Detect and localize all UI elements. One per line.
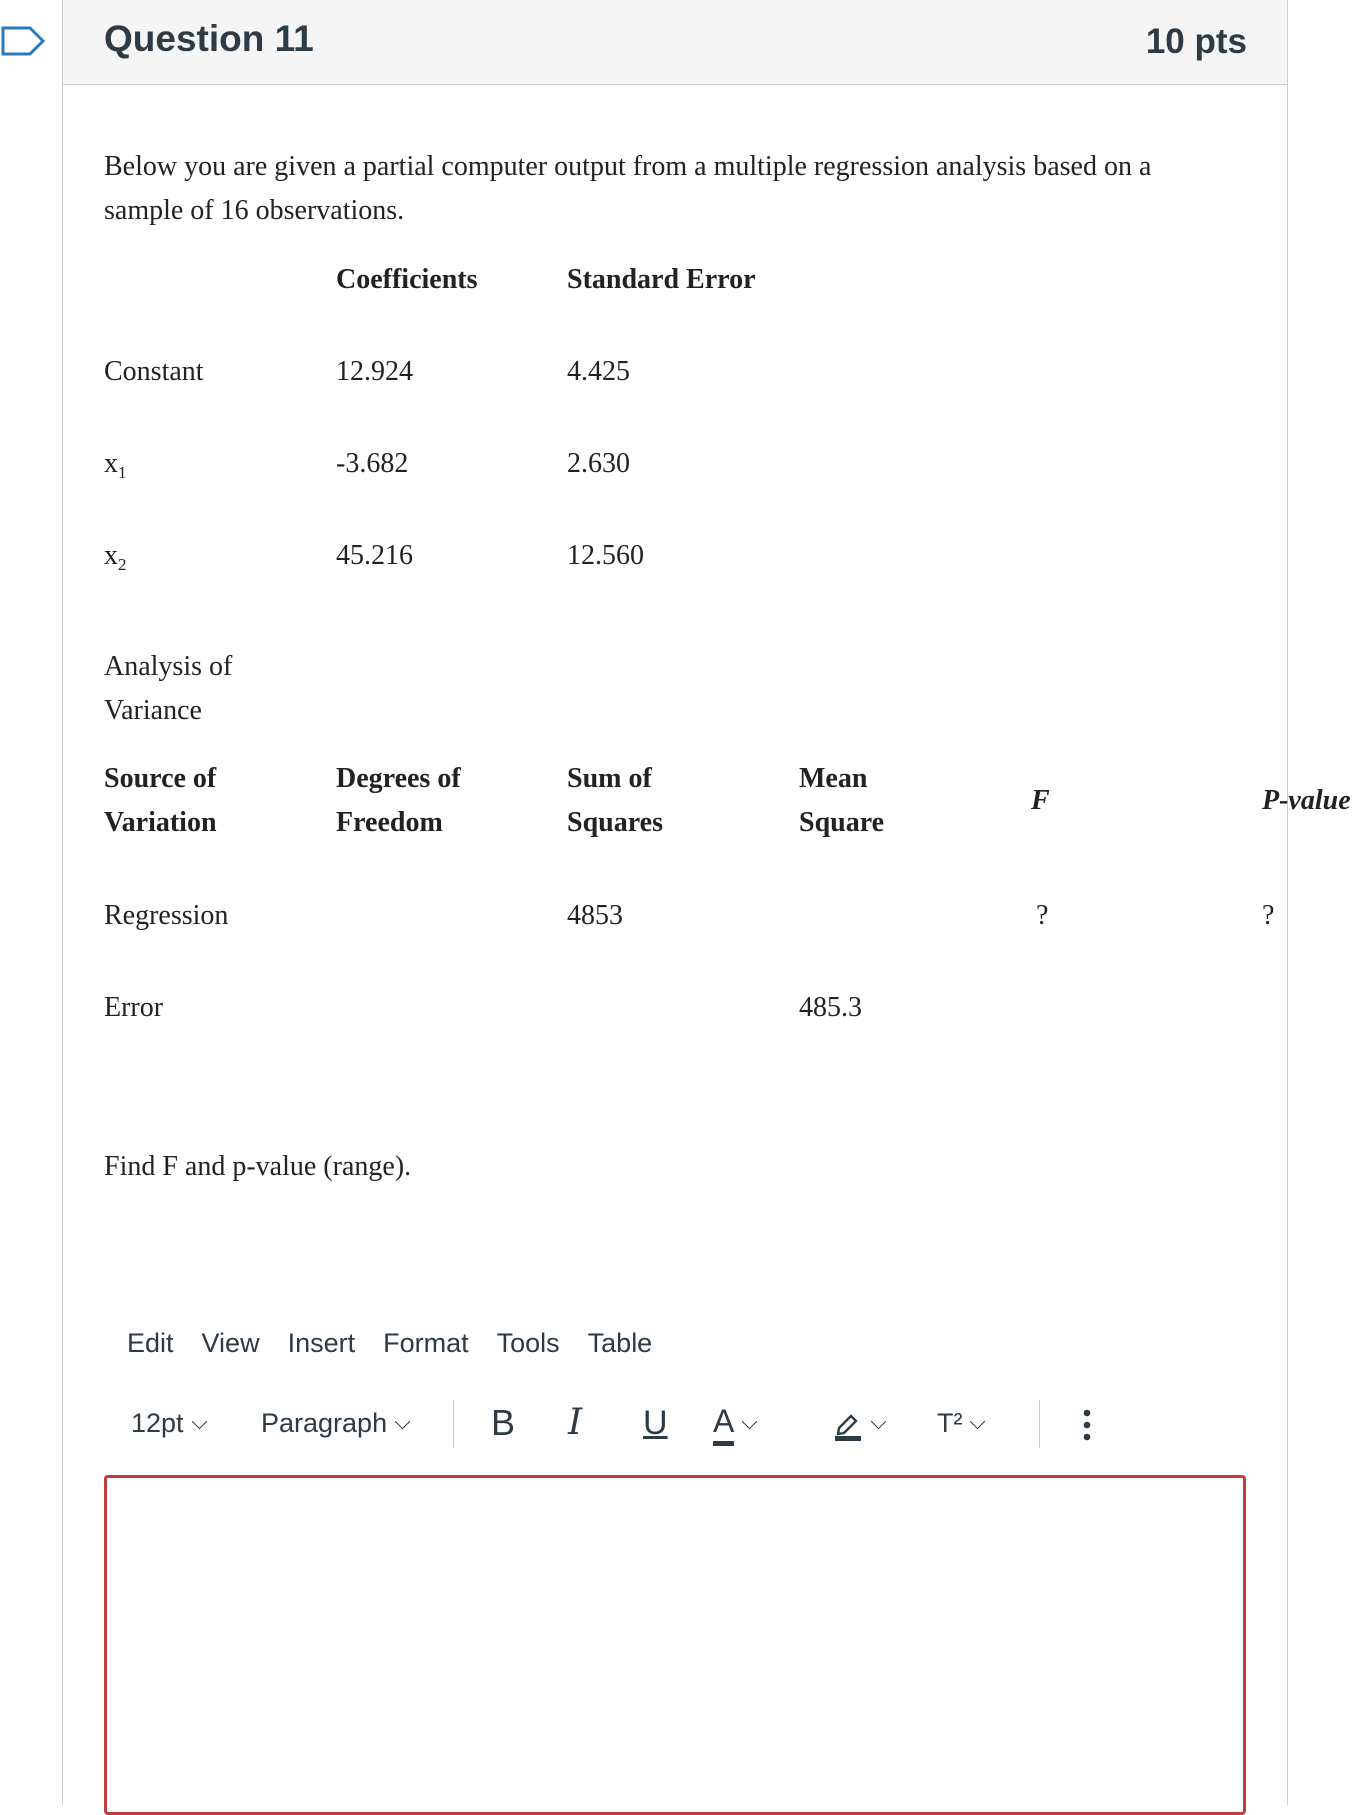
standard-error-header: Standard Error [567, 264, 756, 295]
bold-button[interactable]: B [491, 1402, 516, 1443]
anova-ms-header-1: Mean [799, 763, 868, 794]
text-color-button[interactable]: A [713, 1398, 755, 1448]
menu-format[interactable]: Format [383, 1328, 469, 1358]
chevron-down-icon [970, 1414, 986, 1430]
anova-title-line1: Analysis of [104, 651, 233, 682]
menu-edit[interactable]: Edit [127, 1328, 174, 1358]
anova-regression-ss: 4853 [567, 900, 623, 931]
highlighter-icon [833, 1408, 863, 1442]
row-label-constant: Constant [104, 356, 204, 387]
toolbar-divider [453, 1400, 454, 1448]
coef-x1: -3.682 [336, 448, 409, 479]
row-label-x1: $x_1$ [104, 448, 127, 482]
anova-error-ms: 485.3 [799, 992, 862, 1023]
anova-regression-p: ? [1262, 900, 1275, 931]
more-options-button[interactable] [1083, 1398, 1091, 1448]
underline-button[interactable]: U [643, 1404, 668, 1442]
anova-source-header-1: Source of [104, 763, 217, 794]
row-label-x2: $x_2$ [104, 540, 127, 574]
chevron-down-icon [742, 1414, 758, 1430]
anova-title-line2: Variance [104, 695, 202, 726]
se-x2: 12.560 [567, 540, 644, 571]
question-prompt: Find F and p-value (range). [104, 1151, 412, 1182]
toolbar-divider [1039, 1400, 1040, 1448]
flag-question-icon[interactable] [0, 26, 46, 56]
more-vertical-icon [1083, 1408, 1091, 1442]
intro-text-line2: sample of 16 observations. [104, 195, 405, 226]
anova-ss-header-2: Squares [567, 807, 663, 838]
font-size-select[interactable]: 12pt [131, 1398, 205, 1448]
answer-editor[interactable] [104, 1475, 1246, 1815]
anova-f-header: F [1031, 785, 1050, 816]
anova-df-header-2: Freedom [336, 807, 443, 838]
anova-regression-f: ? [1036, 900, 1049, 931]
anova-source-header-2: Variation [104, 807, 217, 838]
block-format-select[interactable]: Paragraph [261, 1398, 408, 1448]
chevron-down-icon [191, 1414, 207, 1430]
chevron-down-icon [395, 1414, 411, 1430]
anova-error-label: Error [104, 992, 164, 1023]
anova-df-header-1: Degrees of [336, 763, 461, 794]
coef-constant: 12.924 [336, 356, 413, 387]
menu-table[interactable]: Table [587, 1328, 653, 1358]
menu-view[interactable]: View [201, 1328, 260, 1358]
anova-ss-header-1: Sum of [567, 763, 652, 794]
superscript-button[interactable]: T² [937, 1398, 983, 1448]
question-points: 10 pts [1145, 22, 1247, 61]
menu-tools[interactable]: Tools [496, 1328, 560, 1358]
anova-regression-label: Regression [104, 900, 229, 931]
se-constant: 4.425 [567, 356, 630, 387]
editor-toolbar [131, 1398, 1111, 1448]
italic-button[interactable]: I [568, 1402, 583, 1443]
se-x1: 2.630 [567, 448, 630, 479]
editor-menubar [127, 1328, 680, 1359]
menu-insert[interactable]: Insert [287, 1328, 356, 1358]
intro-text-line1: Below you are given a partial computer output from a multiple regression analysis based on a [104, 151, 1152, 182]
highlight-color-button[interactable] [833, 1398, 884, 1448]
coefficients-header: Coefficients [336, 264, 478, 295]
chevron-down-icon [871, 1414, 887, 1430]
anova-pvalue-header: P-value [1262, 785, 1351, 816]
question-title: Question 11 [104, 18, 314, 59]
coef-x2: 45.216 [336, 540, 413, 571]
question-header [63, 0, 1287, 85]
anova-ms-header-2: Square [799, 807, 885, 838]
